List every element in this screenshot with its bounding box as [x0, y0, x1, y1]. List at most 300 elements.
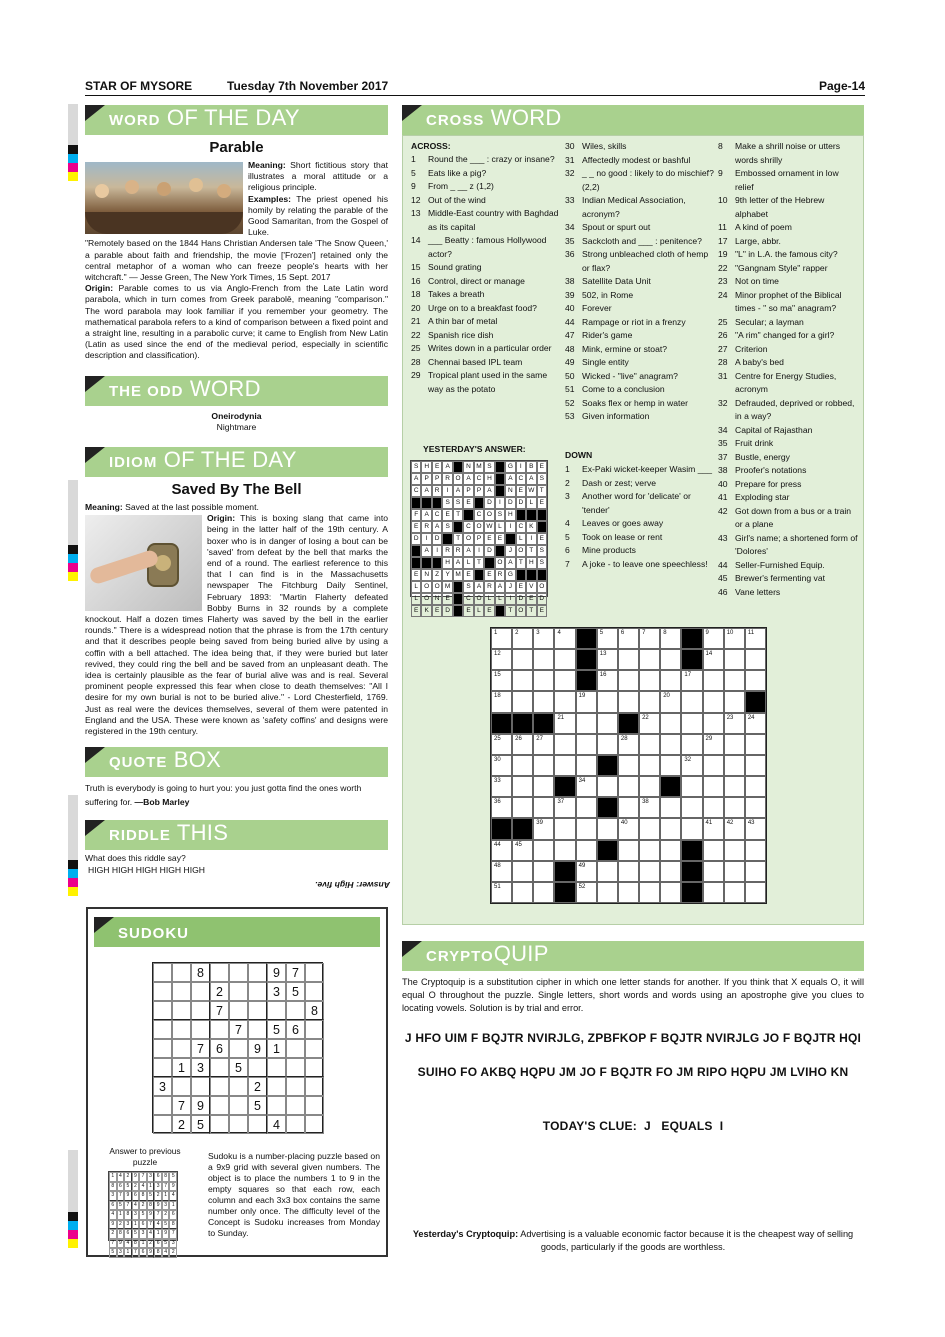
- yesterday-answer-cell: I: [505, 593, 515, 605]
- sudoku-cell[interactable]: 2: [210, 982, 229, 1001]
- sudoku-cell[interactable]: [191, 1077, 210, 1096]
- sudoku-cell[interactable]: [305, 1058, 324, 1077]
- clue-text: Took on lease or rent: [582, 531, 663, 542]
- sudoku-cell[interactable]: 6: [286, 1020, 305, 1039]
- crossword-cell[interactable]: [724, 882, 745, 903]
- crossword-cell[interactable]: [745, 861, 766, 882]
- previous-sudoku-cell: 6: [154, 1239, 162, 1249]
- yesterday-answer-cell: L: [484, 593, 494, 605]
- sudoku-cell[interactable]: [153, 1001, 172, 1020]
- yesterday-answer-cell: S: [442, 497, 452, 509]
- crossword-cell[interactable]: [724, 840, 745, 861]
- sudoku-cell[interactable]: [172, 1001, 191, 1020]
- clue-number: 15: [411, 262, 421, 272]
- sudoku-cell[interactable]: 5: [286, 982, 305, 1001]
- crossword-cell[interactable]: [724, 776, 745, 797]
- sudoku-cell[interactable]: [286, 1115, 305, 1134]
- sudoku-cell[interactable]: [286, 1096, 305, 1115]
- crossword-cell[interactable]: [533, 818, 554, 839]
- crossword-cell[interactable]: [660, 797, 681, 818]
- crossword-cell[interactable]: [639, 649, 660, 670]
- yesterday-answer-cell: B: [526, 461, 536, 473]
- previous-sudoku-cell: 9: [109, 1220, 117, 1230]
- yesterday-answer-cell: D: [516, 497, 526, 509]
- crossword-cell[interactable]: [724, 818, 745, 839]
- crossword-cell[interactable]: [724, 734, 745, 755]
- crossword-cell[interactable]: [745, 818, 766, 839]
- crossword-cell[interactable]: [660, 840, 681, 861]
- crossword-cell[interactable]: [533, 840, 554, 861]
- sudoku-cell[interactable]: 9: [248, 1039, 267, 1058]
- clue-item: [718, 235, 858, 249]
- crossword-cell[interactable]: [512, 670, 533, 691]
- crossword-cell[interactable]: [512, 628, 533, 649]
- crossword-cell[interactable]: [597, 861, 618, 882]
- clue-item: [718, 532, 858, 559]
- crossword-cell[interactable]: [724, 713, 745, 734]
- crossword-cell[interactable]: [491, 628, 512, 649]
- crossword-cell[interactable]: [618, 776, 639, 797]
- sudoku-cell[interactable]: [248, 1020, 267, 1039]
- cell-number: 34: [578, 778, 586, 785]
- crossword-cell[interactable]: [745, 797, 766, 818]
- crossword-cell[interactable]: [618, 882, 639, 903]
- crossword-cell[interactable]: [618, 691, 639, 712]
- clue-text: Spanish rice dish: [428, 329, 494, 340]
- sudoku-cell[interactable]: [210, 1096, 229, 1115]
- previous-sudoku-cell: 4: [117, 1172, 125, 1182]
- previous-sudoku-cell: 9: [154, 1201, 162, 1211]
- previous-sudoku-cell: 8: [154, 1248, 162, 1258]
- crossword-cell[interactable]: [554, 755, 575, 776]
- sudoku-cell[interactable]: [229, 1077, 248, 1096]
- crossword-cell[interactable]: [576, 861, 597, 882]
- crossword-cell[interactable]: [724, 670, 745, 691]
- clue-number: 46: [718, 586, 728, 597]
- crossword-cell[interactable]: [554, 670, 575, 691]
- crossword-cell[interactable]: [724, 797, 745, 818]
- sudoku-description: Sudoku is a number-placing puzzle based on a 9x9 grid with several given numbers. The object is to place the numbers 1 to 9 in the empty squares so that each row, each column and each 3x3 box contains the same number only once. The difficulty level of the Concept is Sudoku increases from Monday to Sunday.: [208, 1151, 380, 1238]
- sudoku-cell[interactable]: [305, 1096, 324, 1115]
- previous-sudoku-cell: 5: [117, 1201, 125, 1211]
- crossword-cell[interactable]: [512, 649, 533, 670]
- yesterday-answer-cell: Y: [442, 569, 452, 581]
- crossword-cell[interactable]: [681, 691, 702, 712]
- yesterday-answer-cell: [495, 461, 505, 473]
- crossword-cell[interactable]: [491, 797, 512, 818]
- sudoku-cell[interactable]: [248, 1058, 267, 1077]
- yesterday-answer-cell: T: [516, 557, 526, 569]
- crossword-cell[interactable]: [724, 649, 745, 670]
- sudoku-cell[interactable]: 3: [191, 1058, 210, 1077]
- crossword-cell[interactable]: [745, 713, 766, 734]
- sudoku-cell[interactable]: 1: [172, 1058, 191, 1077]
- crossword-cell[interactable]: [618, 818, 639, 839]
- clue-item: [411, 356, 561, 370]
- sudoku-grid[interactable]: [152, 962, 323, 1133]
- previous-sudoku-cell: 1: [124, 1248, 132, 1258]
- crossword-cell[interactable]: [681, 776, 702, 797]
- crossword-cell[interactable]: [618, 628, 639, 649]
- crossword-cell[interactable]: [745, 649, 766, 670]
- clue-number: 40: [565, 303, 575, 313]
- clue-number: 5: [411, 167, 416, 178]
- sudoku-cell[interactable]: [267, 1077, 286, 1096]
- clue-text: 9th letter of the Hebrew alphabet: [735, 195, 825, 219]
- sudoku-cell[interactable]: [210, 1020, 229, 1039]
- yesterday-answer-cell: S: [411, 461, 421, 473]
- crossword-cell[interactable]: [512, 691, 533, 712]
- sudoku-cell[interactable]: [305, 1115, 324, 1134]
- color-bar: [68, 860, 78, 905]
- crossword-cell[interactable]: [703, 628, 724, 649]
- clue-number: 52: [565, 397, 575, 408]
- crossword-cell[interactable]: [512, 734, 533, 755]
- sudoku-cell[interactable]: [172, 1039, 191, 1058]
- yesterday-answer-cell: I: [505, 521, 515, 533]
- previous-sudoku-cell: 2: [147, 1239, 155, 1249]
- crossword-cell[interactable]: [554, 818, 575, 839]
- crossword-cell[interactable]: [639, 691, 660, 712]
- crossword-cell[interactable]: [533, 882, 554, 903]
- crossword-cell[interactable]: [576, 818, 597, 839]
- sudoku-cell[interactable]: [210, 963, 229, 982]
- sudoku-cell[interactable]: 8: [305, 1001, 324, 1020]
- crossword-cell[interactable]: [597, 776, 618, 797]
- yesterday-answer-cell: D: [411, 533, 421, 545]
- sudoku-cell[interactable]: [172, 1077, 191, 1096]
- yesterday-answer-cell: J: [505, 581, 515, 593]
- sudoku-cell[interactable]: 7: [229, 1020, 248, 1039]
- clue-text: Not on time: [735, 276, 779, 286]
- sudoku-cell[interactable]: [305, 982, 324, 1001]
- sudoku-cell[interactable]: [248, 963, 267, 982]
- sudoku-cell[interactable]: [229, 1115, 248, 1134]
- sudoku-cell[interactable]: [229, 1001, 248, 1020]
- previous-sudoku-cell: 3: [117, 1248, 125, 1258]
- yesterday-answer-cell: [432, 497, 442, 509]
- crossword-cell[interactable]: [576, 755, 597, 776]
- sudoku-cell[interactable]: 7: [172, 1096, 191, 1115]
- crossword-cell[interactable]: [703, 649, 724, 670]
- crossword-cell[interactable]: [639, 797, 660, 818]
- sudoku-cell[interactable]: [305, 1039, 324, 1058]
- crossword-cell[interactable]: [681, 818, 702, 839]
- sudoku-cell[interactable]: [153, 1020, 172, 1039]
- crossword-cell[interactable]: [533, 628, 554, 649]
- crossword-cell[interactable]: [491, 691, 512, 712]
- crossword-cell[interactable]: [639, 628, 660, 649]
- clue-item: [718, 275, 858, 289]
- sudoku-cell[interactable]: 1: [267, 1039, 286, 1058]
- previous-sudoku-cell: 1: [132, 1220, 140, 1230]
- crossword-cell[interactable]: [618, 670, 639, 691]
- crossword-cell[interactable]: [660, 755, 681, 776]
- clue-item: [718, 343, 858, 357]
- yesterday-answer-cell: I: [421, 533, 431, 545]
- crossword-cell[interactable]: [512, 840, 533, 861]
- crossword-cell[interactable]: [491, 649, 512, 670]
- crossword-cell[interactable]: [660, 734, 681, 755]
- sudoku-cell[interactable]: [210, 1058, 229, 1077]
- crossword-cell[interactable]: [639, 882, 660, 903]
- crossword-cell[interactable]: [491, 670, 512, 691]
- sudoku-cell[interactable]: 2: [172, 1115, 191, 1134]
- crossword-cell[interactable]: [533, 649, 554, 670]
- clue-text: Wiles, skills: [582, 141, 627, 151]
- sudoku-cell[interactable]: [267, 1001, 286, 1020]
- clue-text: Writes down in a particular order: [428, 343, 552, 353]
- crossword-cell[interactable]: [745, 755, 766, 776]
- crossword-cell[interactable]: [703, 734, 724, 755]
- cell-number: 38: [642, 799, 649, 806]
- clue-number: 26: [718, 330, 728, 340]
- sudoku-cell[interactable]: [248, 982, 267, 1001]
- cell-number: 15: [494, 672, 501, 679]
- crossword-cell[interactable]: [554, 734, 575, 755]
- crossword-cell[interactable]: [660, 670, 681, 691]
- sudoku-cell[interactable]: 6: [210, 1039, 229, 1058]
- crossword-cell[interactable]: [618, 734, 639, 755]
- sudoku-cell[interactable]: [153, 963, 172, 982]
- sudoku-cell[interactable]: [305, 1077, 324, 1096]
- crossword-cell[interactable]: [512, 755, 533, 776]
- sudoku-cell[interactable]: 9: [191, 1096, 210, 1115]
- sudoku-cell[interactable]: [305, 1020, 324, 1039]
- crossword-cell[interactable]: [703, 713, 724, 734]
- sudoku-cell[interactable]: [286, 1058, 305, 1077]
- sudoku-cell[interactable]: [229, 982, 248, 1001]
- crossword-cell[interactable]: [703, 691, 724, 712]
- crossword-cell[interactable]: [618, 797, 639, 818]
- crossword-cell[interactable]: [639, 713, 660, 734]
- crossword-cell[interactable]: [745, 776, 766, 797]
- crossword-cell[interactable]: [597, 628, 618, 649]
- clue-item: [718, 262, 858, 276]
- crossword-cell[interactable]: [576, 776, 597, 797]
- crossword-cell[interactable]: [512, 882, 533, 903]
- sudoku-cell[interactable]: [248, 1115, 267, 1134]
- crossword-grid[interactable]: [490, 627, 767, 904]
- sudoku-cell[interactable]: [210, 1077, 229, 1096]
- sudoku-cell[interactable]: 2: [248, 1077, 267, 1096]
- sudoku-cell[interactable]: [153, 1058, 172, 1077]
- sudoku-cell[interactable]: [191, 982, 210, 1001]
- clue-number: 16: [411, 275, 421, 286]
- crossword-cell[interactable]: [639, 755, 660, 776]
- sudoku-cell[interactable]: [305, 963, 324, 982]
- crossword-cell[interactable]: [554, 713, 575, 734]
- sudoku-cell[interactable]: 3: [267, 982, 286, 1001]
- crossword-cell[interactable]: [533, 797, 554, 818]
- sudoku-cell[interactable]: 3: [153, 1077, 172, 1096]
- crossword-cell[interactable]: [576, 691, 597, 712]
- clue-number: 48: [565, 343, 575, 354]
- crossword-cell[interactable]: [533, 691, 554, 712]
- previous-sudoku-cell: 5: [162, 1239, 170, 1249]
- crossword-cell[interactable]: [533, 734, 554, 755]
- crossword-cell[interactable]: [491, 861, 512, 882]
- sudoku-cell[interactable]: [267, 1058, 286, 1077]
- crossword-cell[interactable]: [639, 840, 660, 861]
- crossword-cell[interactable]: [681, 755, 702, 776]
- crossword-cell[interactable]: [703, 840, 724, 861]
- clue-number: 27: [718, 343, 728, 354]
- crossword-cell[interactable]: [618, 861, 639, 882]
- crossword-cell[interactable]: [491, 840, 512, 861]
- crossword-cell[interactable]: [554, 691, 575, 712]
- sudoku-cell[interactable]: [153, 982, 172, 1001]
- crossword-cell[interactable]: [512, 776, 533, 797]
- sudoku-cell[interactable]: [191, 1020, 210, 1039]
- crossword-cell[interactable]: [660, 713, 681, 734]
- crossword-cell[interactable]: [681, 797, 702, 818]
- crossword-cell[interactable]: [660, 861, 681, 882]
- yesterday-answer-cell: N: [505, 485, 515, 497]
- cell-number: 7: [642, 630, 646, 636]
- crossword-cell[interactable]: [554, 649, 575, 670]
- sudoku-cell[interactable]: 9: [267, 963, 286, 982]
- sudoku-cell[interactable]: 7: [191, 1039, 210, 1058]
- crossword-cell[interactable]: [703, 797, 724, 818]
- crossword-cell[interactable]: [660, 628, 681, 649]
- sudoku-cell[interactable]: 5: [191, 1115, 210, 1134]
- crossword-cell[interactable]: [745, 628, 766, 649]
- clue-number: 33: [565, 195, 575, 205]
- crossword-cell[interactable]: [491, 734, 512, 755]
- yesterday-answer-cell: C: [474, 473, 484, 485]
- crossword-cell[interactable]: [533, 776, 554, 797]
- clue-item: [718, 248, 858, 262]
- sudoku-cell[interactable]: [229, 963, 248, 982]
- crossword-cell[interactable]: [576, 797, 597, 818]
- crossword-cell[interactable]: [533, 670, 554, 691]
- clue-number: 19: [718, 249, 728, 259]
- crossword-cell[interactable]: [618, 840, 639, 861]
- crossword-cell[interactable]: [597, 734, 618, 755]
- crossword-cell[interactable]: [639, 776, 660, 797]
- crossword-cell[interactable]: [639, 734, 660, 755]
- crossword-cell[interactable]: [660, 691, 681, 712]
- sudoku-cell[interactable]: [191, 1001, 210, 1020]
- sudoku-cell[interactable]: 7: [210, 1001, 229, 1020]
- cell-number: 33: [494, 778, 501, 785]
- crossword-cell[interactable]: [597, 713, 618, 734]
- cell-number: 9: [705, 630, 709, 636]
- sudoku-cell[interactable]: [286, 1039, 305, 1058]
- crossword-cell[interactable]: [639, 818, 660, 839]
- crossword-cell[interactable]: [681, 670, 702, 691]
- sudoku-cell[interactable]: [229, 1039, 248, 1058]
- crossword-cell[interactable]: [597, 818, 618, 839]
- sudoku-cell[interactable]: [229, 1096, 248, 1115]
- crossword-cell[interactable]: [724, 755, 745, 776]
- crossword-cell[interactable]: [703, 670, 724, 691]
- crossword-cell[interactable]: [724, 691, 745, 712]
- sudoku-cell[interactable]: [153, 1115, 172, 1134]
- crossword-cell[interactable]: [660, 882, 681, 903]
- crossword-cell[interactable]: [724, 861, 745, 882]
- crossword-cell[interactable]: [554, 840, 575, 861]
- crossword-cell[interactable]: [576, 882, 597, 903]
- crossword-cell[interactable]: [554, 628, 575, 649]
- crossword-cell[interactable]: [681, 713, 702, 734]
- crossword-cell[interactable]: [703, 818, 724, 839]
- crossword-cell[interactable]: [576, 713, 597, 734]
- sudoku-cell[interactable]: [248, 1001, 267, 1020]
- clue-text: Out of the wind: [428, 194, 486, 205]
- crossword-cell[interactable]: [703, 776, 724, 797]
- crossword-cell[interactable]: [660, 818, 681, 839]
- crossword-cell[interactable]: [745, 840, 766, 861]
- across-clues-col2: [565, 140, 715, 424]
- crossword-cell[interactable]: [703, 755, 724, 776]
- sudoku-cell[interactable]: [210, 1115, 229, 1134]
- crossword-cell[interactable]: [533, 861, 554, 882]
- crossword-cell[interactable]: [597, 670, 618, 691]
- sudoku-cell[interactable]: [286, 1077, 305, 1096]
- crossword-cell[interactable]: [597, 691, 618, 712]
- crossword-cell[interactable]: [554, 797, 575, 818]
- crossword-cell[interactable]: [745, 734, 766, 755]
- sudoku-cell[interactable]: [153, 1096, 172, 1115]
- sudoku-cell[interactable]: 4: [267, 1115, 286, 1134]
- crossword-cell[interactable]: [724, 628, 745, 649]
- crossword-cell[interactable]: [597, 882, 618, 903]
- crossword-cell[interactable]: [597, 649, 618, 670]
- crossword-cell[interactable]: [491, 755, 512, 776]
- clue-text: Fruit drink: [735, 438, 774, 448]
- crossword-cell[interactable]: [639, 861, 660, 882]
- sudoku-cell[interactable]: [172, 982, 191, 1001]
- sudoku-cell[interactable]: [286, 1001, 305, 1020]
- sudoku-cell[interactable]: [172, 963, 191, 982]
- crossword-cell[interactable]: [576, 840, 597, 861]
- yesterday-answer-cell: [453, 461, 463, 473]
- sudoku-cell[interactable]: 5: [267, 1020, 286, 1039]
- yesterday-answer-cell: A: [421, 545, 431, 557]
- crossword-cell[interactable]: [512, 797, 533, 818]
- crossword-cell[interactable]: [512, 861, 533, 882]
- crossword-cell[interactable]: [491, 776, 512, 797]
- crossword-cell[interactable]: [703, 861, 724, 882]
- crossword-cell[interactable]: [681, 734, 702, 755]
- cell-number: 36: [494, 799, 501, 806]
- crossword-cell: [576, 628, 597, 649]
- crossword-cell[interactable]: [491, 882, 512, 903]
- crossword-cell[interactable]: [533, 755, 554, 776]
- crossword-cell[interactable]: [703, 882, 724, 903]
- crossword-cell[interactable]: [618, 649, 639, 670]
- crossword-cell[interactable]: [745, 670, 766, 691]
- sudoku-cell[interactable]: 5: [229, 1058, 248, 1077]
- yesterday-answer-cell: O: [453, 473, 463, 485]
- sudoku-cell[interactable]: 7: [286, 963, 305, 982]
- crossword-cell[interactable]: [576, 734, 597, 755]
- previous-sudoku-cell: 5: [162, 1220, 170, 1230]
- crossword-cell[interactable]: [660, 649, 681, 670]
- sudoku-cell[interactable]: 5: [248, 1096, 267, 1115]
- yesterday-answer-cell: E: [442, 593, 452, 605]
- yesterday-answer-cell: [463, 509, 473, 521]
- crossword-cell[interactable]: [639, 670, 660, 691]
- sudoku-cell[interactable]: 8: [191, 963, 210, 982]
- sudoku-cell[interactable]: [172, 1020, 191, 1039]
- crossword-cell[interactable]: [618, 755, 639, 776]
- sudoku-cell[interactable]: [267, 1096, 286, 1115]
- sudoku-cell[interactable]: [153, 1039, 172, 1058]
- crossword-cell[interactable]: [745, 882, 766, 903]
